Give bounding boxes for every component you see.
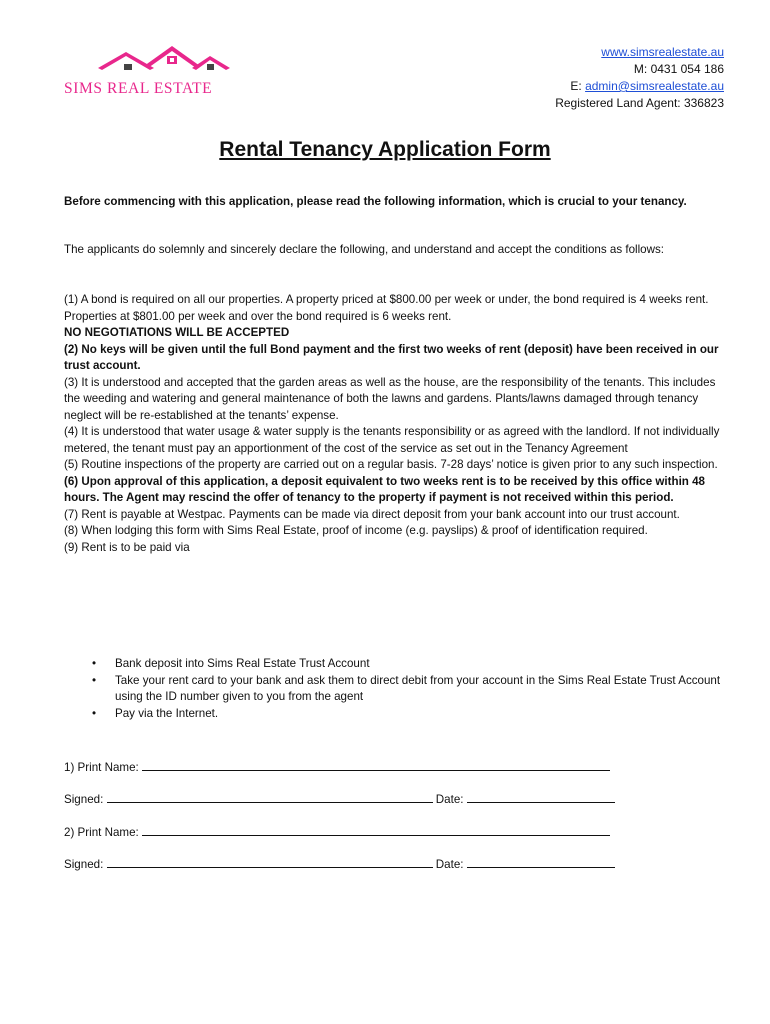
- mobile-number: M: 0431 054 186: [633, 62, 724, 76]
- logo-text: SIMS REAL ESTATE: [64, 80, 213, 97]
- term-1: (1) A bond is required on all our properties. A property priced at $800.00 per week or under, the bond required is 4 weeks rent. Properties at $801.00 per week and over the bond required is 6 weeks rent.: [64, 293, 709, 323]
- payment-method-text: Pay via the Internet.: [115, 706, 219, 720]
- signed-label: Signed:: [64, 858, 104, 871]
- term-2: (2) No keys will be given until the full Bond payment and the first two weeks of rent (deposit) have been received in our trust account.: [64, 342, 719, 372]
- bullet-icon: •: [92, 673, 97, 687]
- list-item: [88, 706, 728, 723]
- intro-notice: Before commencing with this application, please read the following information, which is crucial to your tenancy.: [64, 195, 687, 208]
- signature-row-2: [64, 857, 615, 871]
- payment-method-text: Take your rent card to your bank and ask them to direct debit from your account in the Sims Real Estate Trust Account using the ID number given to you from the agent: [115, 673, 721, 703]
- signed-label: Signed:: [64, 793, 104, 806]
- page-title: Rental Tenancy Application Form: [219, 138, 551, 161]
- signature-row-1: [64, 792, 615, 806]
- agent-registration: Registered Land Agent: 336823: [555, 96, 724, 110]
- house-roofs-icon: [94, 44, 234, 80]
- website-link[interactable]: www.simsrealestate.au: [601, 45, 724, 59]
- print-name-field-2[interactable]: [142, 825, 610, 836]
- list-item: [88, 673, 728, 706]
- payment-methods-list: [88, 656, 728, 722]
- no-negotiations-notice: NO NEGOTIATIONS WILL BE ACCEPTED: [64, 326, 290, 339]
- date-field-1[interactable]: [467, 792, 615, 803]
- term-5: (5) Routine inspections of the property are carried out on a regular basis. 7-28 days’ notice is given prior to any such inspection.: [64, 458, 718, 471]
- date-label: Date:: [435, 793, 464, 806]
- company-logo: [64, 44, 264, 104]
- term-3: (3) It is understood and accepted that the garden areas as well as the house, are the responsibility of the tenants. This includes the weeding and watering and general maintenance of both the lawns and gardens. Plants/lawns damaged through tenancy neglect will be re-established at the tenants’ expense.: [64, 375, 716, 422]
- bullet-icon: •: [92, 706, 97, 720]
- print-name-row-2: [64, 825, 610, 839]
- date-field-2[interactable]: [467, 857, 615, 868]
- list-item: [88, 656, 728, 673]
- payment-method-text: Bank deposit into Sims Real Estate Trust Account: [115, 657, 370, 670]
- signature-field-1[interactable]: [107, 792, 433, 803]
- intro-declaration: The applicants do solemnly and sincerely declare the following, and understand and accept the conditions as follows:: [64, 243, 665, 256]
- date-label: Date:: [435, 858, 464, 871]
- print-name-label: 1) Print Name:: [64, 761, 139, 774]
- print-name-field-1[interactable]: [142, 760, 610, 771]
- email-link[interactable]: admin@simsrealestate.au: [585, 79, 724, 93]
- contact-block: [555, 44, 724, 112]
- email-prefix: E:: [570, 79, 586, 93]
- email-line: [555, 78, 724, 95]
- print-name-row-1: [64, 760, 610, 774]
- print-name-label: 2) Print Name:: [64, 826, 139, 839]
- term-6: (6) Upon approval of this application, a deposit equivalent to two weeks rent is to be received by this office within 48 hours. The Agent may rescind the offer of tenancy to the property if payment is not received within this period.: [64, 474, 705, 504]
- term-4: (4) It is understood that water usage & water supply is the tenants responsibility or as agreed with the landlord. If not individually metered, the tenant must pay an apportionment of the cost of the service as set out in the Tenancy Agreement: [64, 425, 720, 455]
- term-8: (8) When lodging this form with Sims Real Estate, proof of income (e.g. payslips) & proof of identification required.: [64, 524, 648, 537]
- term-9: (9) Rent is to be paid via: [64, 540, 190, 554]
- signature-field-2[interactable]: [107, 857, 433, 868]
- term-7: (7) Rent is payable at Westpac. Payments can be made via direct deposit from your bank account into our trust account.: [64, 507, 680, 521]
- terms-list: [64, 292, 724, 556]
- bullet-icon: •: [92, 657, 97, 670]
